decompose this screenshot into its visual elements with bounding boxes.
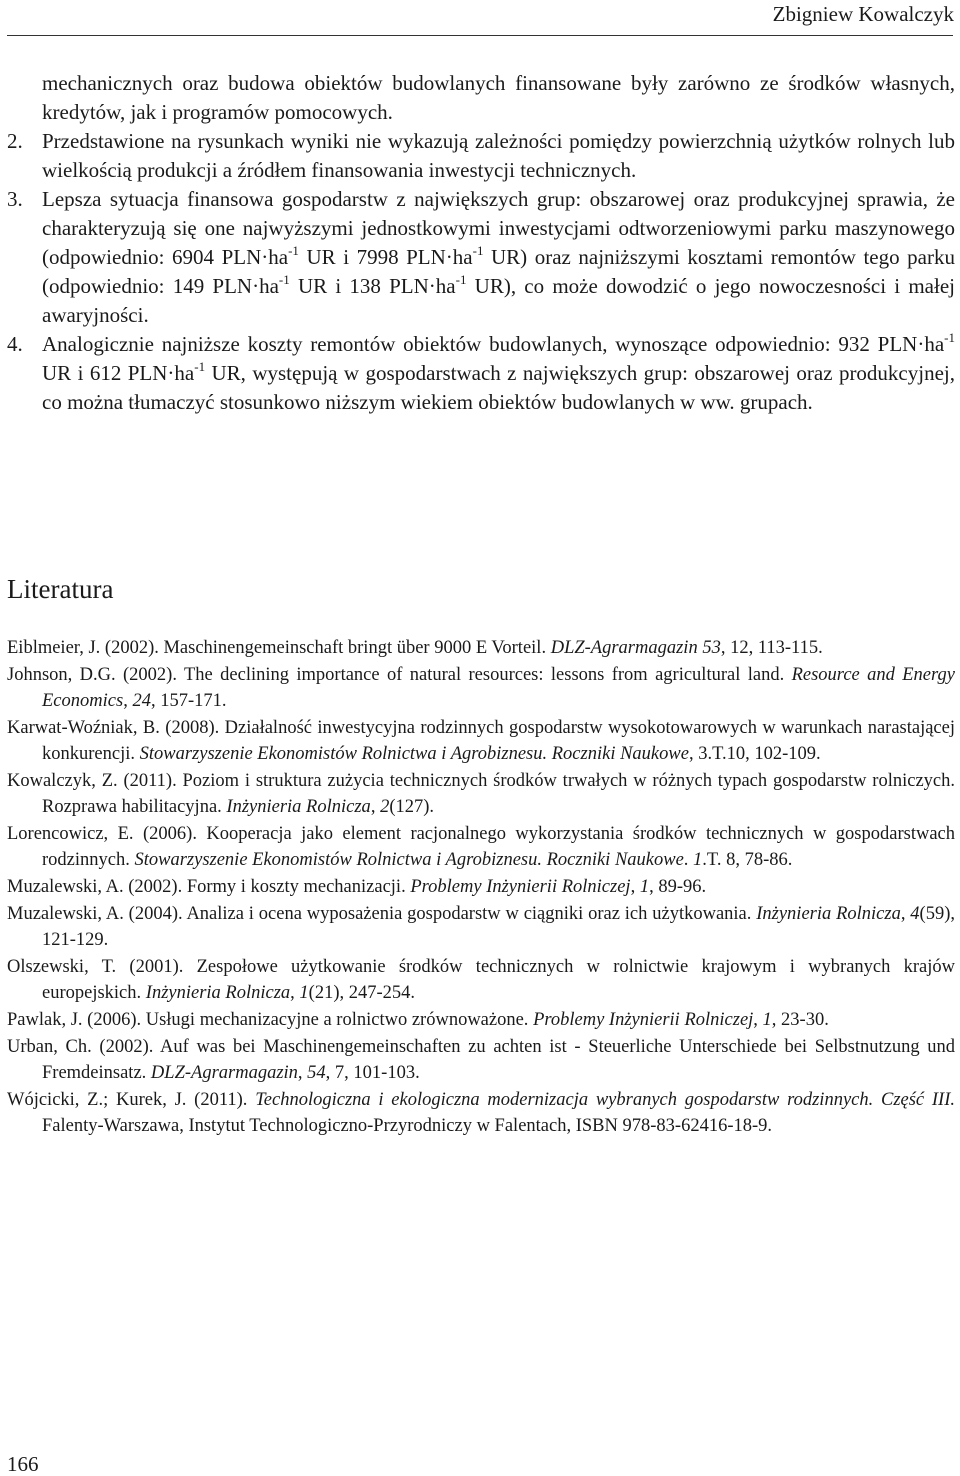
- ref-volume: 4: [910, 903, 920, 924]
- ref-text: ,: [123, 691, 133, 712]
- conclusion-3-text-5: UR), co może dowodzić o jego nowoczesności i małej awaryjności.: [42, 274, 955, 327]
- ref-volume: 1: [299, 983, 309, 1004]
- ref-text: Lorencowicz, E. (2006). Kooperacja jako element racjonalnego wykorzystania środków technicznych w gospodarstwach rodzinnych.: [7, 824, 955, 871]
- header-rule: [7, 35, 953, 36]
- ref-text: Johnson, D.G. (2002). The declining importance of natural resources: lessons from agricultural land.: [7, 664, 792, 685]
- ref-text: ,: [753, 1010, 763, 1031]
- ref-text: , 7, 101-103.: [325, 1063, 420, 1084]
- ref-text: ,: [370, 797, 381, 818]
- ref-text: ,: [297, 1063, 308, 1084]
- ref-text: ,: [630, 877, 640, 898]
- ref-volume: 2: [380, 797, 390, 818]
- conclusion-3-text-4: UR i 138 PLN·ha: [289, 274, 456, 298]
- reference-item: [7, 1087, 955, 1140]
- conclusion-item-3: [7, 185, 955, 330]
- conclusion-4-text-1: Analogicznie najniższe koszty remontów obiektów budowlanych, wynoszące odpowiednio: 932 PLN·ha: [42, 332, 945, 356]
- ref-text: Muzalewski, A. (2002). Formy i koszty mechanizacji.: [7, 877, 411, 898]
- ref-journal: DLZ-Agrarmagazin 53: [550, 638, 721, 658]
- ref-text: Muzalewski, A. (2004). Analiza i ocena wyposażenia gospodarstw w ciągniki oraz ich użytkowania.: [7, 903, 757, 924]
- reference-item: [7, 874, 955, 900]
- ref-text: Karwat-Woźniak, B. (2008). Działalność inwestycyjna rodzinnych gospodarstw wysokotowarowych w warunkach narastającej konkurencji.: [7, 717, 955, 765]
- conclusion-2-text: Przedstawione na rysunkach wyniki nie wykazują zależności pomiędzy powierzchnią użytków rolnych lub wielkością produkcji a źródłem finansowania inwestycji technicznych.: [42, 129, 955, 182]
- ref-text: .: [683, 850, 694, 871]
- conclusion-1-text: mechanicznych oraz budowa obiektów budowlanych finansowane były zarówno ze środków własnych, kredytów, jak i programów pomocowych.: [42, 71, 955, 124]
- reference-item: [7, 768, 955, 821]
- conclusions-list: [7, 69, 955, 417]
- ref-text: Kowalczyk, Z. (2011). Poziom i struktura zużycia technicznych środków trwałych w różnych typach gospodarstw rolniczych. Rozprawa habilitacyjna.: [7, 770, 955, 818]
- ref-text: .T. 8, 78-86.: [702, 850, 793, 871]
- superscript: -1: [472, 243, 484, 258]
- superscript: -1: [288, 243, 299, 258]
- reference-item: [7, 715, 955, 768]
- superscript: -1: [278, 272, 290, 287]
- ref-text: (21), 247-254.: [308, 983, 416, 1004]
- conclusion-3-text-2: UR i 7998 PLN·ha: [298, 245, 473, 269]
- ref-volume: 1: [762, 1010, 772, 1031]
- reference-item: [7, 635, 955, 661]
- conclusion-3-text-3: UR) oraz najniższymi kosztami remontów tego parku (odpowiednio: 149 PLN·ha: [42, 245, 955, 298]
- reference-item: [7, 901, 955, 954]
- ref-text: Pawlak, J. (2006). Usługi mechanizacyjne a rolnictwo zrównoważone.: [7, 1010, 534, 1031]
- ref-volume: 24: [132, 691, 151, 712]
- ref-journal: DLZ-Agrarmagazin: [150, 1063, 298, 1084]
- reference-item: [7, 954, 955, 1007]
- conclusion-3-number: 3.: [7, 187, 23, 211]
- ref-text: , 89-96.: [649, 877, 707, 898]
- reference-item: [7, 1007, 955, 1033]
- superscript: -1: [455, 272, 467, 287]
- superscript: -1: [944, 330, 955, 345]
- literature-heading: Literatura: [7, 574, 114, 604]
- ref-text: Falenty-Warszawa, Instytut Technologiczno-Przyrodniczy w Falentach, ISBN 978-83-62416-18-9.: [42, 1116, 773, 1137]
- ref-text: , 3.T.10, 102-109.: [688, 744, 821, 765]
- conclusion-2-number: 2.: [7, 129, 23, 153]
- ref-journal: Problemy Inżynierii Rolniczej: [533, 1010, 754, 1031]
- ref-volume: 1: [639, 877, 650, 898]
- page-number: 166: [7, 1452, 39, 1476]
- ref-text: ,: [290, 983, 300, 1004]
- ref-journal: Stowarzyszenie Ekonomistów Rolnictwa i Agrobiznesu. Roczniki Naukowe: [139, 744, 689, 765]
- conclusion-4-text-2: UR i 612 PLN·ha: [42, 361, 195, 385]
- ref-text: (127).: [389, 797, 435, 818]
- conclusion-item-1-continued: [7, 69, 955, 127]
- conclusion-item-4: [7, 330, 955, 417]
- ref-text: , 12, 113-115.: [720, 638, 823, 658]
- conclusion-item-2: [7, 127, 955, 185]
- ref-journal: Resource and Energy Economics: [42, 664, 955, 712]
- ref-text: Olszewski, T. (2001). Zespołowe użytkowanie środków technicznych w rolnictwie krajowym i wybranych krajów europejskich.: [7, 957, 955, 1004]
- conclusion-4-number: 4.: [7, 332, 23, 356]
- ref-text: Wójcicki, Z.; Kurek, J. (2011).: [7, 1090, 256, 1111]
- reference-item: [7, 662, 955, 715]
- running-header-author: Zbigniew Kowalczyk: [772, 2, 954, 26]
- ref-journal: Inżynieria Rolnicza: [145, 983, 291, 1004]
- ref-title: Technologiczna i ekologiczna modernizacja wybranych gospodarstw rodzinnych. Część III.: [255, 1090, 956, 1111]
- conclusion-4-text-3: UR, występują w gospodarstwach z największych grup: obszarowej oraz produkcyjnej, co można tłumaczyć stosunkowo niższym wiekiem obiektów budowlanych w ww. grupach.: [42, 361, 955, 414]
- superscript: -1: [194, 359, 206, 374]
- conclusion-3-text-1: Lepsza sytuacja finansowa gospodarstw z największych grup: obszarowej oraz produkcyjnej sprawia, że charakteryzują się one najwyższymi jednostkowymi inwestycjami odtworzeniowymi parku maszynowego (odpowiednio: 6904 PLN·ha: [42, 187, 955, 269]
- ref-journal: Problemy Inżynierii Rolniczej: [410, 877, 631, 898]
- ref-text: , 157-171.: [150, 691, 227, 712]
- reference-item: [7, 1034, 955, 1087]
- ref-text: , 23-30.: [771, 1010, 829, 1031]
- ref-journal: Inżynieria Rolnicza: [226, 797, 371, 818]
- ref-volume: 1: [693, 850, 703, 871]
- reference-list: [7, 635, 955, 1140]
- ref-journal: Inżynieria Rolnicza: [756, 903, 901, 924]
- ref-text: (59), 121-129.: [42, 903, 955, 951]
- ref-text: Urban, Ch. (2002). Auf was bei Maschinengemeinschaften zu achten ist - Steuerliche Unterschiede bei Selbstnutzung und Fremdeinsatz.: [7, 1036, 955, 1084]
- ref-journal: Stowarzyszenie Ekonomistów Rolnictwa i Agrobiznesu. Roczniki Naukowe: [134, 850, 684, 871]
- ref-volume: 54: [307, 1063, 326, 1084]
- reference-item: [7, 821, 955, 874]
- ref-text: Eiblmeier, J. (2002). Maschinengemeinschaft bringt über 9000 E Vorteil.: [7, 638, 551, 658]
- ref-text: ,: [900, 903, 911, 924]
